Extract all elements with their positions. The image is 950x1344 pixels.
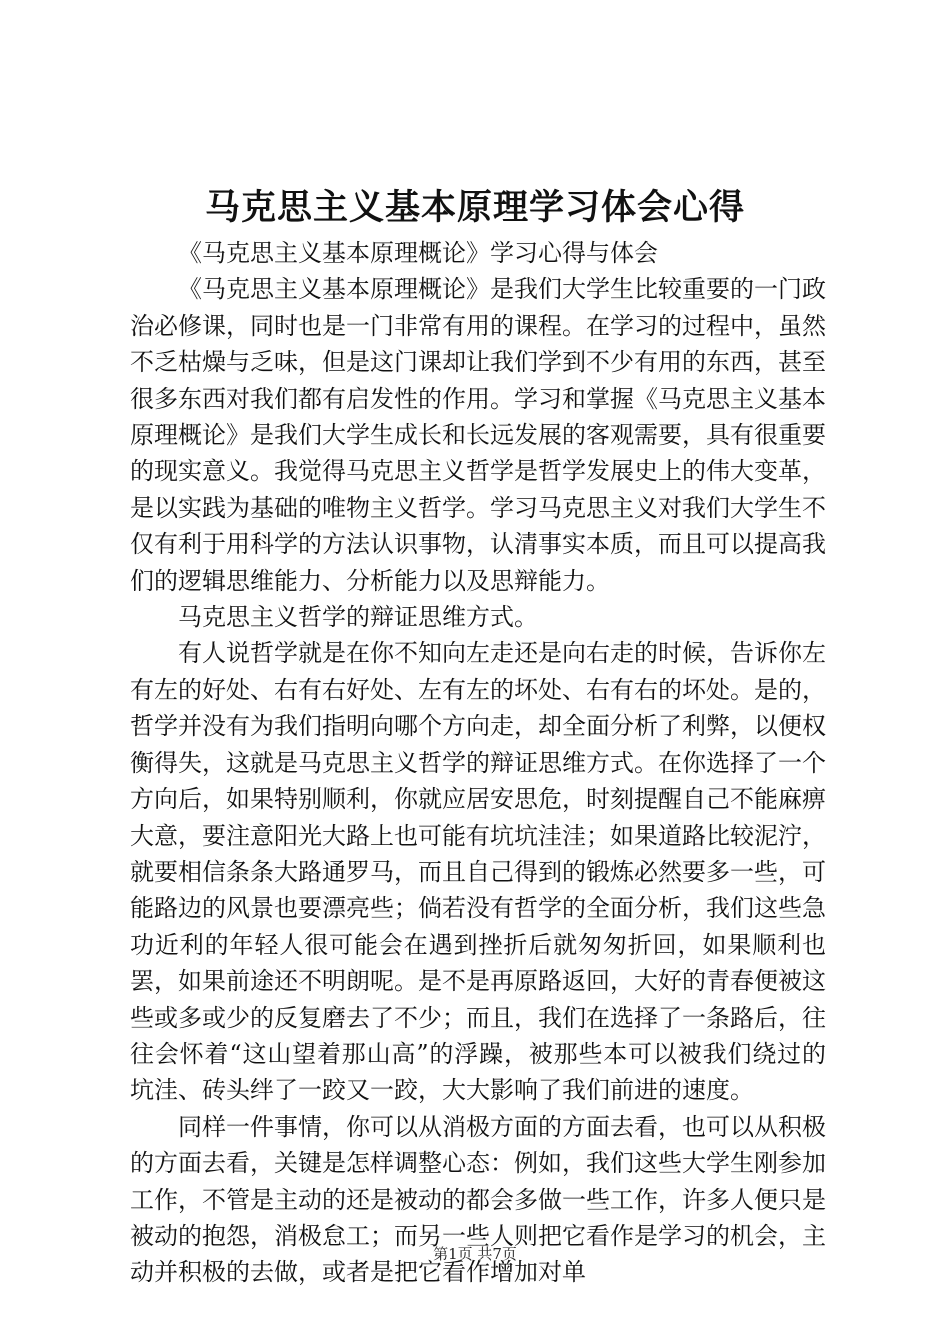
document-title: 马克思主义基本原理学习体会心得 [204, 188, 745, 228]
paragraph-heading: 马克思主义哲学的辩证思维方式。 [178, 603, 538, 632]
document-body [130, 235, 826, 1291]
paragraph-subtitle: 《马克思主义基本原理概论》学习心得与体会 [178, 239, 658, 267]
paragraph: 有人说哲学就是在你不知向左走还是向右走的时候，告诉你左有左的好处、右有右好处、左有左的坏处、右有右的坏处。是的，哲学并没有为我们指明向哪个方向走，却全面分析了利弊，以便权衡得失，这就是马克思主义哲学的辩证思维方式。在你选择了一个方向后，如果特别顺利，你就应居安思危，时刻提醒自己不能麻痹大意，要注意阳光大路上也可能有坑坑洼洼；如果道路比较泥泞，就要相信条条大路通罗马，而且自己得到的锻炼必然要多一些，可能路边的风景也要漂亮些；倘若没有哲学的全面分析，我们这些急功近利的年轻人很可能会在遇到挫折后就匆匆折回，如果顺利也罢，如果前途还不明朗呢。是不是再原路返回，大好的青春便被这些或多或少的反复磨去了不少；而且，我们在选择了一条路后，往往会怀着“这山望着那山高”的浮躁，被那些本可以被我们绕过的坑洼、砖头绊了一跤又一跤，大大影响了我们前进的速度。 [130, 639, 826, 1105]
paragraph: 《马克思主义基本原理概论》是我们大学生比较重要的一门政治必修课，同时也是一门非常有用的课程。在学习的过程中，虽然不乏枯燥与乏味，但是这门课却让我们学到不少有用的东西，甚至很多东西对我们都有启发性的作用。学习和掌握《马克思主义基本原理概论》是我们大学生成长和长远发展的客观需要，具有很重要的现实意义。我觉得马克思主义哲学是哲学发展史上的伟大变革，是以实践为基础的唯物主义哲学。学习马克思主义对我们大学生不仅有利于用科学的方法认识事物，认清事实本质，而且可以提高我们的逻辑思维能力、分析能力以及思辩能力。 [130, 275, 826, 595]
paragraph: 同样一件事情，你可以从消极方面的方面去看，也可以从积极的方面去看，关键是怎样调整心态：例如，我们这些大学生刚参加工作，不管是主动的还是被动的都会多做一些工作，许多人便只是被动的抱怨，消极怠工；而另一些人则把它看作是学习的机会，主动并积极的去做，或者是把它看作增加对单 [130, 1112, 826, 1287]
page-number-footer: 第1页 共7页 [433, 1245, 517, 1263]
